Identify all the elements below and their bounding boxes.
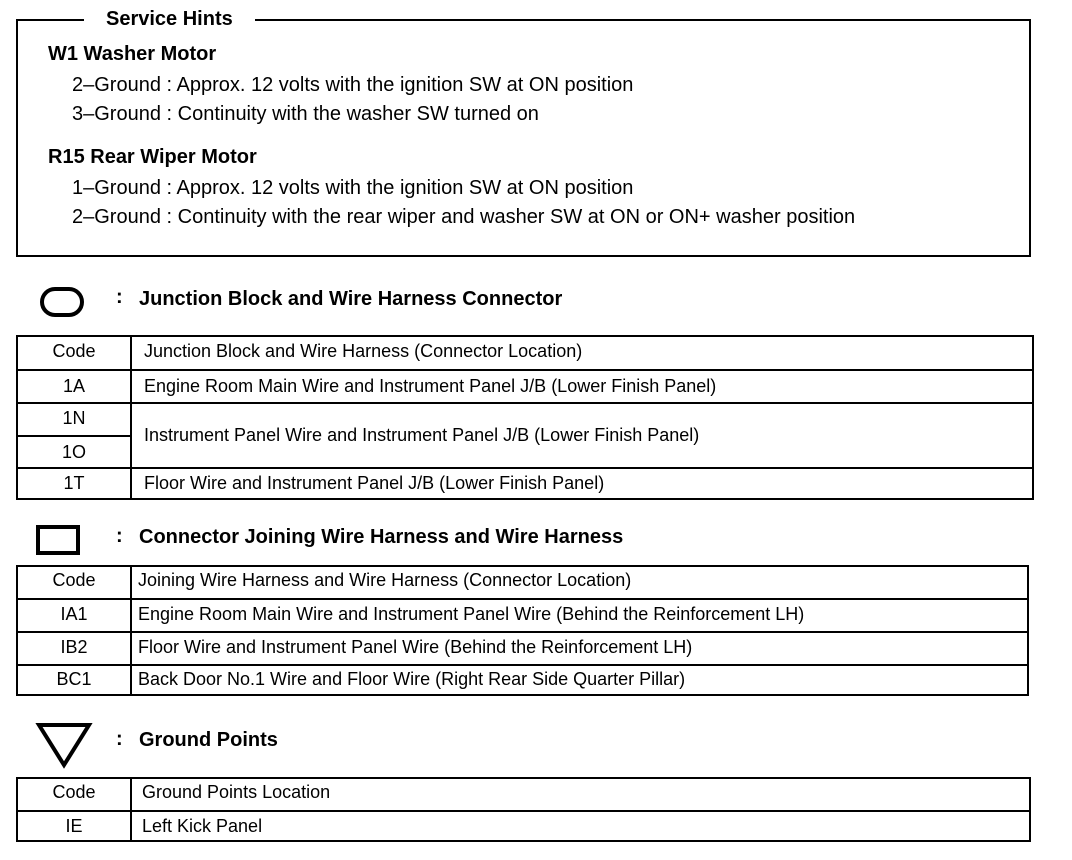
rounded-rectangle-icon <box>38 284 88 320</box>
hint-line: 2–Ground : Approx. 12 volts with the ignition SW at ON position <box>72 74 634 96</box>
ground-points-heading: Ground Points <box>139 729 278 751</box>
table-header-desc: Joining Wire Harness and Wire Harness (Connector Location) <box>138 570 632 590</box>
ground-points-table <box>16 777 1031 842</box>
table-header-code: Code <box>52 341 96 361</box>
row-desc: Floor Wire and Instrument Panel Wire (Behind the Reinforcement LH) <box>138 637 693 657</box>
row-code: 1T <box>63 473 85 493</box>
table-header-row <box>18 779 1029 811</box>
component-title-w1: W1 Washer Motor <box>48 43 217 65</box>
table-row <box>18 467 1032 500</box>
table-header-row <box>18 567 1027 599</box>
connector-heading: Connector Joining Wire Harness and Wire Harness <box>139 526 624 548</box>
ground-points-section-header <box>0 720 1072 760</box>
row-desc: Engine Room Main Wire and Instrument Panel Wire (Behind the Reinforcement LH) <box>138 604 805 624</box>
table-row <box>18 664 1027 696</box>
square-icon <box>34 524 84 560</box>
table-row <box>18 631 1027 665</box>
row-code: 1O <box>61 442 86 462</box>
row-code: IA1 <box>60 604 88 624</box>
table-row <box>18 369 1032 403</box>
table-header-code: Code <box>52 782 96 802</box>
colon: : <box>116 728 123 750</box>
table-header-row <box>18 337 1032 370</box>
junction-block-table <box>16 335 1034 500</box>
hint-line: 1–Ground : Approx. 12 volts with the ignition SW at ON position <box>72 177 634 199</box>
connector-table <box>16 565 1029 696</box>
table-header-code: Code <box>52 570 96 590</box>
row-desc: Floor Wire and Instrument Panel J/B (Lower Finish Panel) <box>144 473 605 493</box>
row-desc: Instrument Panel Wire and Instrument Panel J/B (Lower Finish Panel) <box>144 425 700 445</box>
row-desc: Left Kick Panel <box>142 816 263 836</box>
colon: : <box>116 286 123 308</box>
table-header-desc: Junction Block and Wire Harness (Connector Location) <box>144 341 583 361</box>
component-title-r15: R15 Rear Wiper Motor <box>48 146 257 168</box>
connector-section-header <box>0 520 1072 560</box>
hint-line: 3–Ground : Continuity with the washer SW turned on <box>72 103 539 125</box>
row-code: 1N <box>62 408 86 428</box>
service-hints-title: Service Hints <box>84 7 255 31</box>
row-desc: Back Door No.1 Wire and Floor Wire (Right Rear Side Quarter Pillar) <box>138 669 686 689</box>
triangle-down-icon <box>34 720 94 770</box>
table-header-desc: Ground Points Location <box>142 782 331 802</box>
table-row <box>18 598 1027 632</box>
hint-line: 2–Ground : Continuity with the rear wiper and washer SW at ON or ON+ washer position <box>72 206 856 228</box>
table-row <box>18 810 1029 842</box>
row-code: BC1 <box>56 669 92 689</box>
colon: : <box>116 525 123 547</box>
junction-block-heading: Junction Block and Wire Harness Connector <box>139 288 563 310</box>
row-desc: Engine Room Main Wire and Instrument Panel J/B (Lower Finish Panel) <box>144 376 717 396</box>
row-code: IB2 <box>60 637 88 657</box>
junction-block-section-header <box>0 282 1072 322</box>
row-code: 1A <box>62 376 86 396</box>
row-code: IE <box>65 816 83 836</box>
table-row <box>18 402 1032 468</box>
